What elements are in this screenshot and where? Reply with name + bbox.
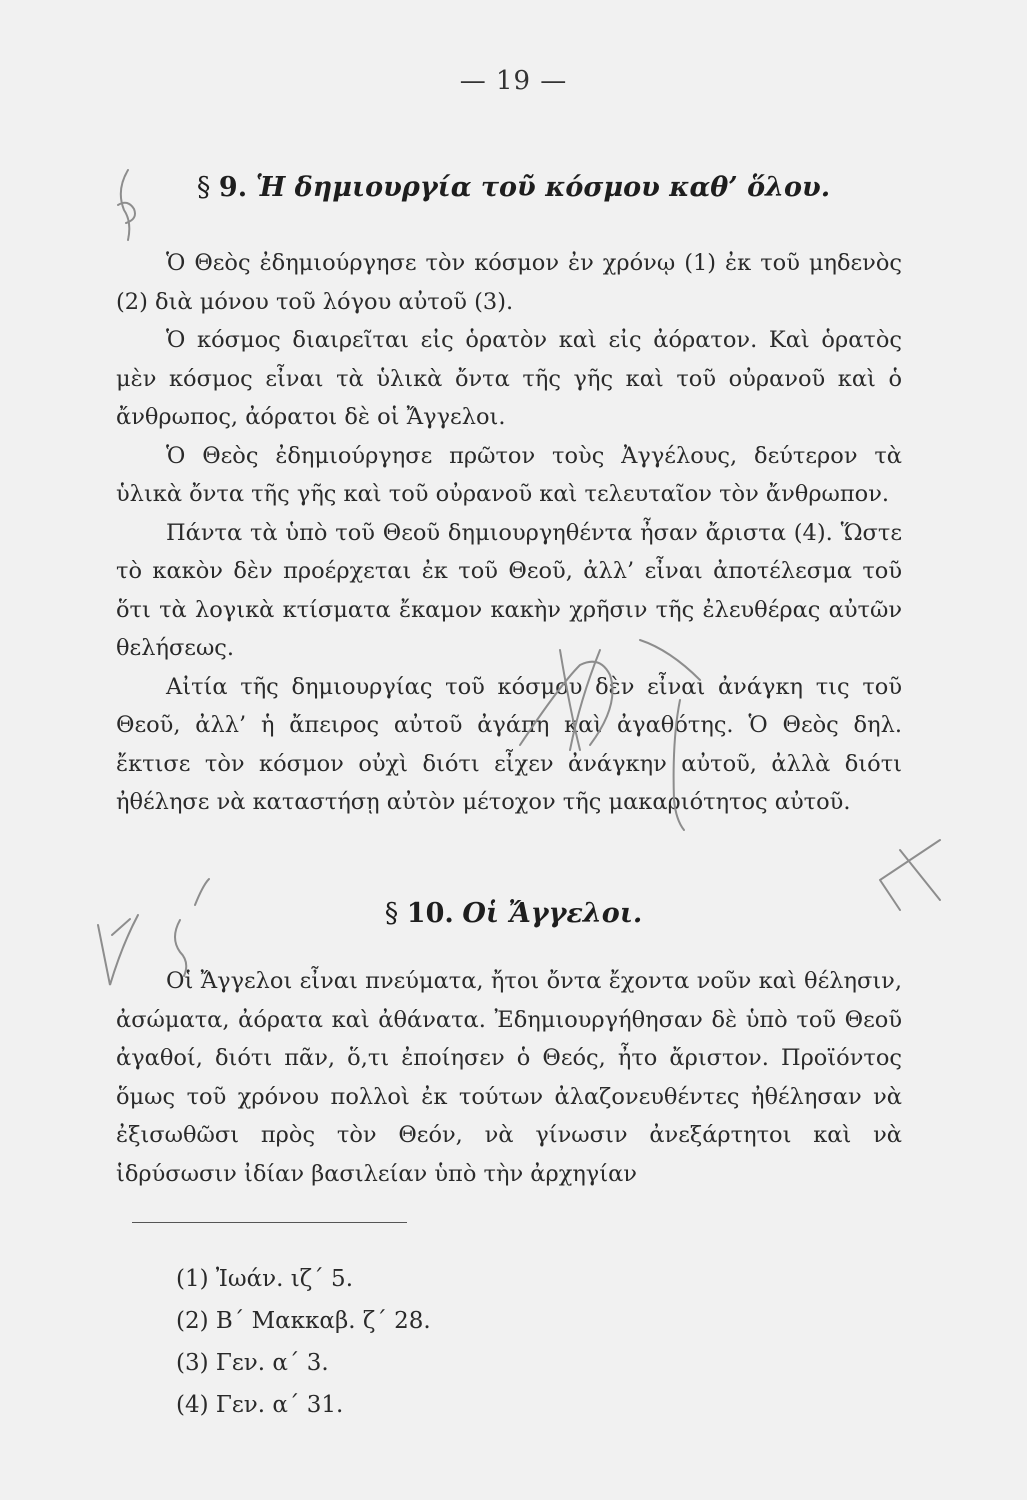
section-number: 10. — [406, 898, 454, 929]
paragraph: Αἰτία τῆς δημιουργίας τοῦ κόσμου δὲν εἶναι ἀνάγκη τις τοῦ Θεοῦ, ἀλλ’ ἡ ἄπειρος αὐτοῦ ἀγάπη καὶ ἀγαθότης. Ὁ Θεὸς δηλ. ἔκτισε τὸν κόσμον οὐχὶ διότι εἶχεν ἀνάγκην αὐτοῦ, ἀλλὰ διότι ἠθέλησε νὰ καταστήσῃ αὐτὸν μέτοχον τῆς μακαριότητος αὐτοῦ. — [116, 673, 902, 815]
section-title: Οἱ Ἄγγελοι. — [462, 898, 643, 929]
footnotes — [176, 1258, 431, 1426]
footnote: (4) Γεν. α΄ 31. — [176, 1392, 344, 1418]
section-9-heading — [0, 172, 1027, 203]
section-9-body — [116, 244, 902, 822]
paragraph: Πάντα τὰ ὑπὸ τοῦ Θεοῦ δημιουργηθέντα ἦσαν ἄριστα (4). Ὥστε τὸ κακὸν δὲν προέρχεται ἐκ τοῦ Θεοῦ, ἀλλ’ εἶναι ἀποτέλεσμα τοῦ ὅτι τὰ λογικὰ κτίσματα ἔκαμον κακὴν χρῆσιν τῆς ἐλευθέρας αὐτῶν θελήσεως. — [116, 519, 902, 661]
footnote: (2) Β΄ Μακκαβ. ζ΄ 28. — [176, 1308, 431, 1334]
section-sign: § — [196, 172, 211, 203]
paragraph: Ὁ κόσμος διαιρεῖται εἰς ὁρατὸν καὶ εἰς ἀόρατον. Καὶ ὁρατὸς μὲν κόσμος εἶναι τὰ ὑλικὰ ὄντα τῆς γῆς καὶ τοῦ οὐρανοῦ καὶ ὁ ἄνθρωπος, ἀόρατοι δὲ οἱ Ἄγγελοι. — [116, 327, 902, 430]
footnote: (1) Ἰωάν. ιζ΄ 5. — [176, 1266, 354, 1292]
paragraph: Ὁ Θεὸς ἐδημιούργησε τὸν κόσμον ἐν χρόνῳ (1) ἐκ τοῦ μηδενὸς (2) διὰ μόνου τοῦ λόγου αὐτοῦ (3). — [116, 250, 902, 315]
paragraph: Ὁ Θεὸς ἐδημιούργησε πρῶτον τοὺς Ἀγγέλους, δεύτερον τὰ ὑλικὰ ὄντα τῆς γῆς καὶ τοῦ οὐρανοῦ καὶ τελευταῖον τὸν ἄνθρωπον. — [116, 442, 902, 507]
section-title: Ἡ δημιουργία τοῦ κόσμου καθ’ ὅλου. — [255, 172, 831, 203]
footnote-divider — [132, 1222, 407, 1223]
paragraph: Οἱ Ἄγγελοι εἶναι πνεύματα, ἤτοι ὄντα ἔχοντα νοῦν καὶ θέλησιν, ἀσώματα, ἀόρατα καὶ ἀθάνατα. Ἐδημιουργήθησαν δὲ ὑπὸ τοῦ Θεοῦ ἀγαθοί, διότι πᾶν, ὅ,τι ἐποίησεν ὁ Θεός, ἦτο ἄριστον. Προϊόντος ὅμως τοῦ χρόνου πολλοὶ ἐκ τούτων ἀλαζονευθέντες ἠθέλησαν νὰ ἐξισωθῶσι πρὸς τὸν Θεόν, νὰ γίνωσιν ἀνεξάρτητοι καὶ νὰ ἱδρύσωσιν ἰδίαν βασιλείαν ὑπὸ τὴν ἀρχηγίαν — [116, 968, 902, 1187]
section-10-heading — [0, 898, 1027, 929]
section-number: 9. — [218, 172, 248, 203]
page-number: — 19 — — [459, 66, 568, 96]
footnote: (3) Γεν. α΄ 3. — [176, 1350, 329, 1376]
section-sign: § — [384, 898, 399, 929]
section-10-body — [116, 962, 902, 1193]
